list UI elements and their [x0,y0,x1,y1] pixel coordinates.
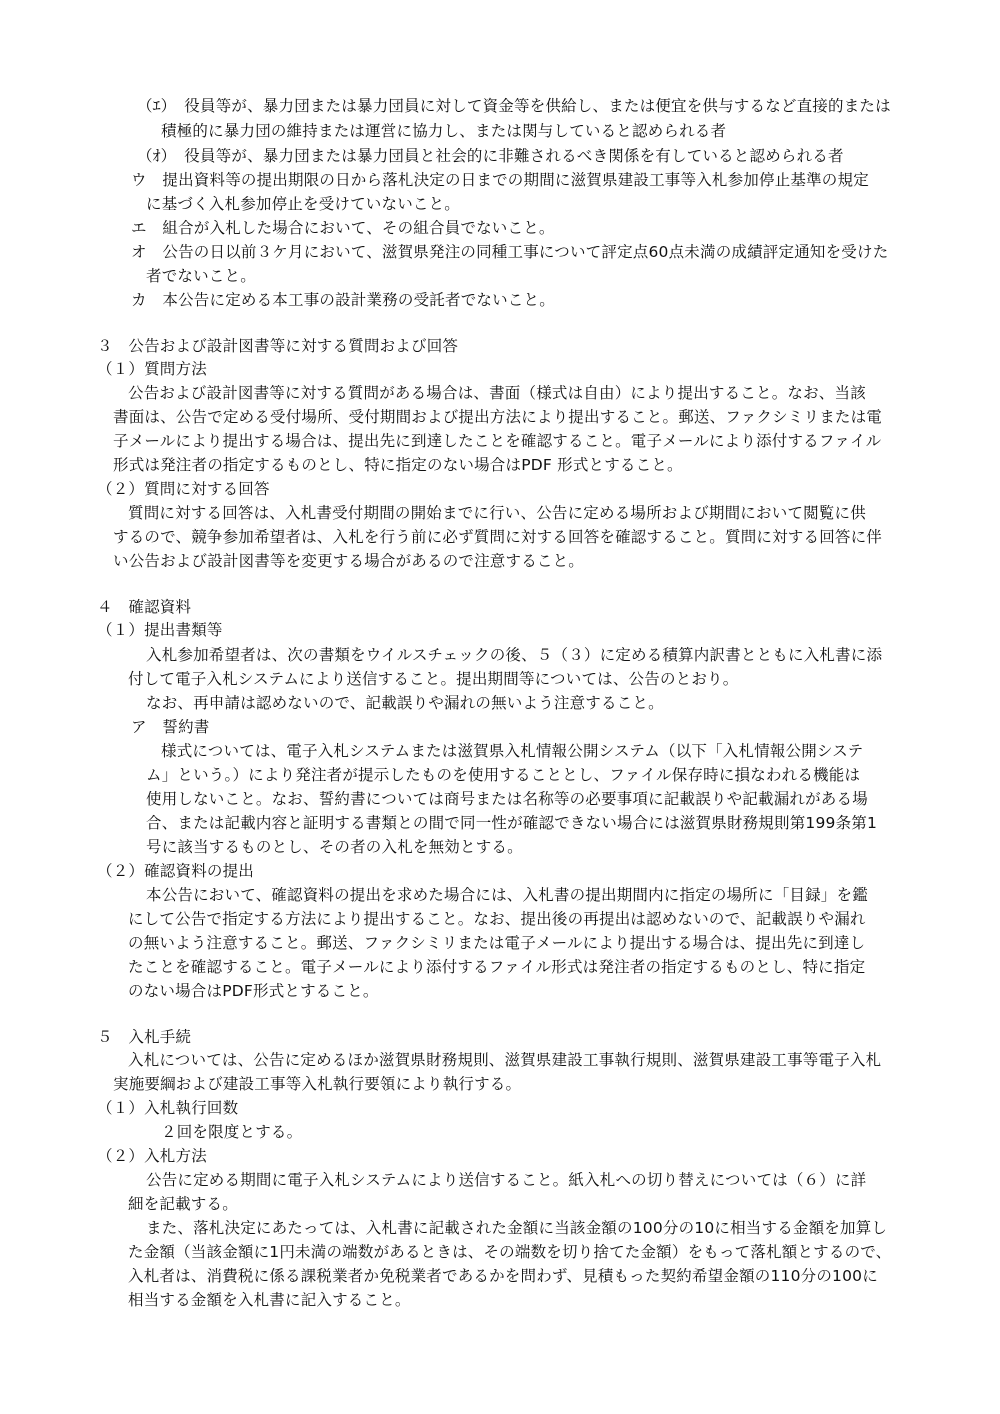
text-line: 号に該当するものとし、その者の入札を無効とする。 [146,838,523,856]
text-line: 細を記載する。 [128,1195,238,1213]
text-line: なお、再申請は認めないので、記載誤りや漏れの無いよう注意すること。 [146,694,664,712]
text-line: ２回を限度とする。 [161,1123,303,1141]
subsection-heading: （２）入札方法 [97,1147,207,1165]
text-line: 本公告において、確認資料の提出を求めた場合には、入札書の提出期間内に指定の場所に「目録」を鑑 [146,886,868,904]
text-line: 公告に定める期間に電子入札システムにより送信すること。紙入札への切り替えについては（６）に詳 [146,1171,867,1189]
text-line: 書面は、公告で定める受付場所、受付期間および提出方法により提出すること。郵送、ファクシミリまたは電 [113,408,882,426]
text-line: の無いよう注意すること。郵送、ファクシミリまたは電子メールにより提出する場合は、提出先に到達し [128,934,866,952]
text-line: ム」という。）により発注者が提示したものを使用することとし、ファイル保存時に損なわれる機能は [146,766,861,784]
text-line: 相当する金額を入札書に記入すること。 [128,1291,411,1309]
text-line: （ｴ） 役員等が、暴力団または暴力団員に対して資金等を供給し、または便宜を供与するなど直接的または [137,97,891,115]
text-line: にして公告で指定する方法により提出すること。なお、提出後の再提出は認めないので、記載誤りや漏れ [128,910,866,928]
text-line: 者でないこと。 [146,267,256,285]
subsection-heading: （１）提出書類等 [97,621,223,639]
text-line: 積極的に暴力団の維持または運営に協力し、または関与していると認められる者 [161,122,727,140]
text-line: 付して電子入札システムにより送信すること。提出期間等については、公告のとおり。 [128,670,739,688]
text-line: 合、または記載内容と証明する書類との間で同一性が確認できない場合には滋賀県財務規則第199条第1 [146,814,878,832]
text-line: カ 本公告に定める本工事の設計業務の受託者でないこと。 [131,291,555,309]
text-line: たことを確認すること。電子メールにより添付するファイル形式は発注者の指定するものとし、特に指定 [128,958,866,976]
text-line: 質問に対する回答は、入札書受付期間の開始までに行い、公告に定める場所および期間において閲覧に供 [128,504,866,522]
text-line: また、落札決定にあたっては、入札書に記載された金額に当該金額の100分の10に相当する金額を加算し [146,1219,888,1237]
section-heading: ３ 公告および設計図書等に対する質問および回答 [97,337,459,355]
text-line: 入札参加希望者は、次の書類をウイルスチェックの後、５（３）に定める積算内訳書とともに入札書に添 [146,646,883,664]
text-line: オ 公告の日以前３ケ月において、滋賀県発注の同種工事について評定点60点未満の成績評定通知を受けた [131,243,889,261]
subsection-heading: （２）確認資料の提出 [97,862,255,880]
text-line: （ｵ） 役員等が、暴力団または暴力団員と社会的に非難されるべき関係を有していると認められる者 [137,147,844,165]
text-line: 入札者は、消費税に係る課税業者か免税業者であるかを問わず、見積もった契約希望金額の110分の100に [128,1267,878,1285]
text-line: のない場合はPDF形式とすること。 [128,982,379,1000]
text-line: するので、競争参加希望者は、入札を行う前に必ず質問に対する回答を確認すること。質問に対する回答に伴 [113,528,882,546]
subsection-heading: （１）入札執行回数 [97,1099,239,1117]
text-line: 実施要綱および建設工事等入札執行要領により執行する。 [113,1075,522,1093]
section-heading: ５ 入札手続 [97,1028,192,1046]
text-line: 公告および設計図書等に対する質問がある場合は、書面（様式は自由）により提出すること。なお、当該 [128,384,866,402]
subsection-heading: ア 誓約書 [131,718,210,736]
text-line: 使用しないこと。なお、誓約書については商号または名称等の必要事項に記載誤りや記載漏れがある場 [146,790,868,808]
text-line: エ 組合が入札した場合において、その組合員でないこと。 [131,219,555,237]
text-line: に基づく入札参加停止を受けていないこと。 [146,195,461,213]
text-line: ウ 提出資料等の提出期限の日から落札決定の日までの期間に滋賀県建設工事等入札参加停止基準の規定 [131,171,869,189]
text-line: 子メールにより提出する場合は、提出先に到達したことを確認すること。電子メールにより添付するファイル [113,432,882,450]
subsection-heading: （１）質問方法 [97,360,207,378]
section-heading: ４ 確認資料 [97,598,192,616]
subsection-heading: （２）質問に対する回答 [97,480,270,498]
text-line: 入札については、公告に定めるほか滋賀県財務規則、滋賀県建設工事執行規則、滋賀県建設工事等電子入札 [128,1051,882,1069]
text-line: 形式は発注者の指定するものとし、特に指定のない場合はPDF 形式とすること。 [113,456,683,474]
text-line: い公告および設計図書等を変更する場合があるので注意すること。 [113,552,585,570]
text-line: 様式については、電子入札システムまたは滋賀県入札情報公開システム（以下「入札情報公開システ [161,742,864,760]
text-line: た金額（当該金額に1円未満の端数があるときは、その端数を切り捨てた金額）をもって落札額とするので、 [128,1243,892,1261]
